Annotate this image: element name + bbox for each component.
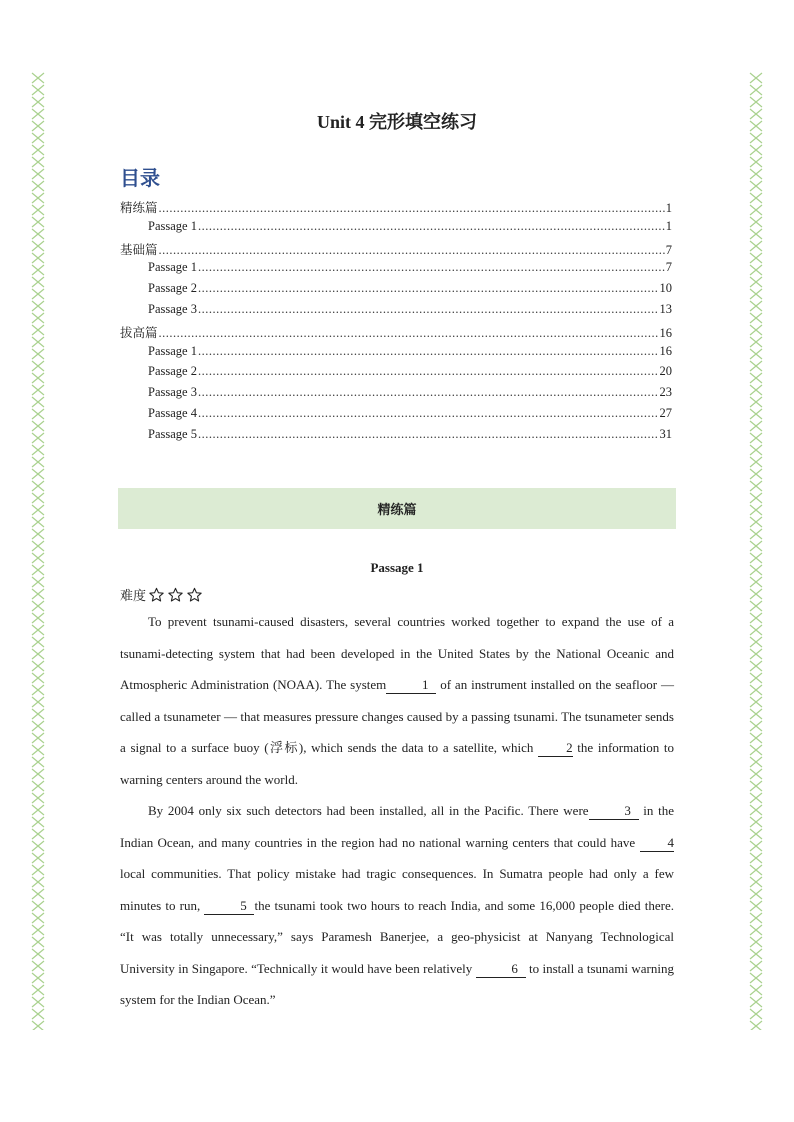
document-title: Unit 4 完形填空练习 [316,112,477,132]
toc-entry-label: Passage 4 [148,405,197,420]
toc-entry-page: 16 [659,325,672,340]
toc-entry-label: Passage 1 [148,260,197,275]
star-icon [186,587,203,603]
toc-entry-label: Passage 3 [148,301,197,316]
toc-entry[interactable] [120,281,672,302]
toc-entry-page: 16 [659,343,672,358]
toc-leader-dots [198,302,659,317]
toc-entry-page: 7 [665,260,672,275]
toc-entry-page: 1 [665,218,672,233]
toc-leader-dots [198,281,659,296]
passage-text: the information to warning centers around the world. [120,740,674,787]
right-decorative-border [748,72,764,1030]
toc-entry-page: 13 [659,301,672,316]
toc-entry[interactable] [120,364,672,385]
toc-entry[interactable] [120,198,672,219]
blank-6[interactable]: 6 [476,961,526,978]
toc-entry-page: 1 [665,201,672,215]
passage-text: of an instrument installed on the seafloor — called a tsunameter — that measures pressure changes caused by a passing tsunami. The tsunameter sends a signal to a surface buoy (浮标), which sends the data to a satellite, which [120,677,674,755]
toc-entry[interactable] [120,302,672,323]
table-of-contents [120,198,672,448]
toc-heading: 目录 [120,166,160,190]
toc-entry-page: 20 [659,364,672,379]
toc-entry-page: 31 [659,426,672,441]
toc-leader-dots [198,364,659,379]
section-banner: 精练篇 [118,488,676,529]
toc-entry[interactable] [120,219,672,240]
toc-entry-label: 拔高篇 [120,325,158,340]
difficulty-rating [120,585,203,604]
toc-entry[interactable] [120,385,672,406]
toc-entry-page: 10 [659,281,672,296]
toc-leader-dots [159,326,659,341]
toc-leader-dots [198,385,659,400]
toc-entry-label: Passage 1 [148,218,197,233]
passage-text: local communities. That policy mistake had tragic consequences. In Sumatra people had only a few minutes to run, [120,866,674,913]
toc-entry-label: Passage 2 [148,364,197,379]
toc-entry-label: Passage 5 [148,426,197,441]
passage-text: in the Indian Ocean, and many countries in the region had no national warning centers that could have [120,803,674,850]
toc-entry-page: 7 [665,242,672,257]
toc-leader-dots [198,260,665,275]
passage-title: Passage 1 [370,560,424,575]
toc-leader-dots [198,219,665,234]
toc-entry-page: 27 [659,405,672,420]
paragraph [120,606,674,795]
blank-5[interactable]: 5 [204,898,254,915]
toc-entry[interactable] [120,427,672,448]
passage-text: By 2004 only six such detectors had been installed, all in the Pacific. There were [148,803,589,818]
left-decorative-border [30,72,46,1030]
toc-entry-label: Passage 1 [148,343,197,358]
difficulty-label: 难度 [120,588,147,603]
passage-text: to install a tsunami warning system for the Indian Ocean.” [120,960,674,1007]
toc-leader-dots [198,406,659,421]
toc-entry[interactable] [120,344,672,365]
blank-2[interactable]: 2 [538,740,573,757]
passage-text: the tsunami took two hours to reach India, and some 16,000 people died there. “It was totally unnecessary,” says Paramesh Banerjee, a geo-physicist at Nanyang Technological University in Singapore. “Technically it would have been relatively [120,897,675,976]
passage-text: To prevent tsunami-caused disasters, several countries worked together to expand the use of a tsunami-detecting system that had been developed in the United States by the National Oceanic and Atmospheric Administration (NOAA). The system [120,614,674,692]
toc-entry[interactable] [120,240,672,261]
toc-entry[interactable] [120,406,672,427]
blank-4[interactable]: 4 [640,835,675,852]
toc-entry[interactable] [120,323,672,344]
toc-entry-label: Passage 3 [148,385,197,400]
toc-leader-dots [198,427,659,442]
blank-3[interactable]: 3 [589,803,639,820]
toc-leader-dots [159,243,665,258]
toc-leader-dots [198,344,659,359]
toc-entry-label: Passage 2 [148,281,197,296]
toc-entry-page: 23 [659,385,672,400]
star-icon [167,587,184,603]
blank-1[interactable]: 1 [386,677,436,694]
star-icon [148,587,165,603]
passage-body [120,606,674,1016]
toc-entry[interactable] [120,260,672,281]
toc-leader-dots [159,201,665,216]
paragraph [120,795,674,1016]
toc-entry-label: 基础篇 [120,242,158,257]
toc-entry-label: 精练篇 [120,201,158,215]
